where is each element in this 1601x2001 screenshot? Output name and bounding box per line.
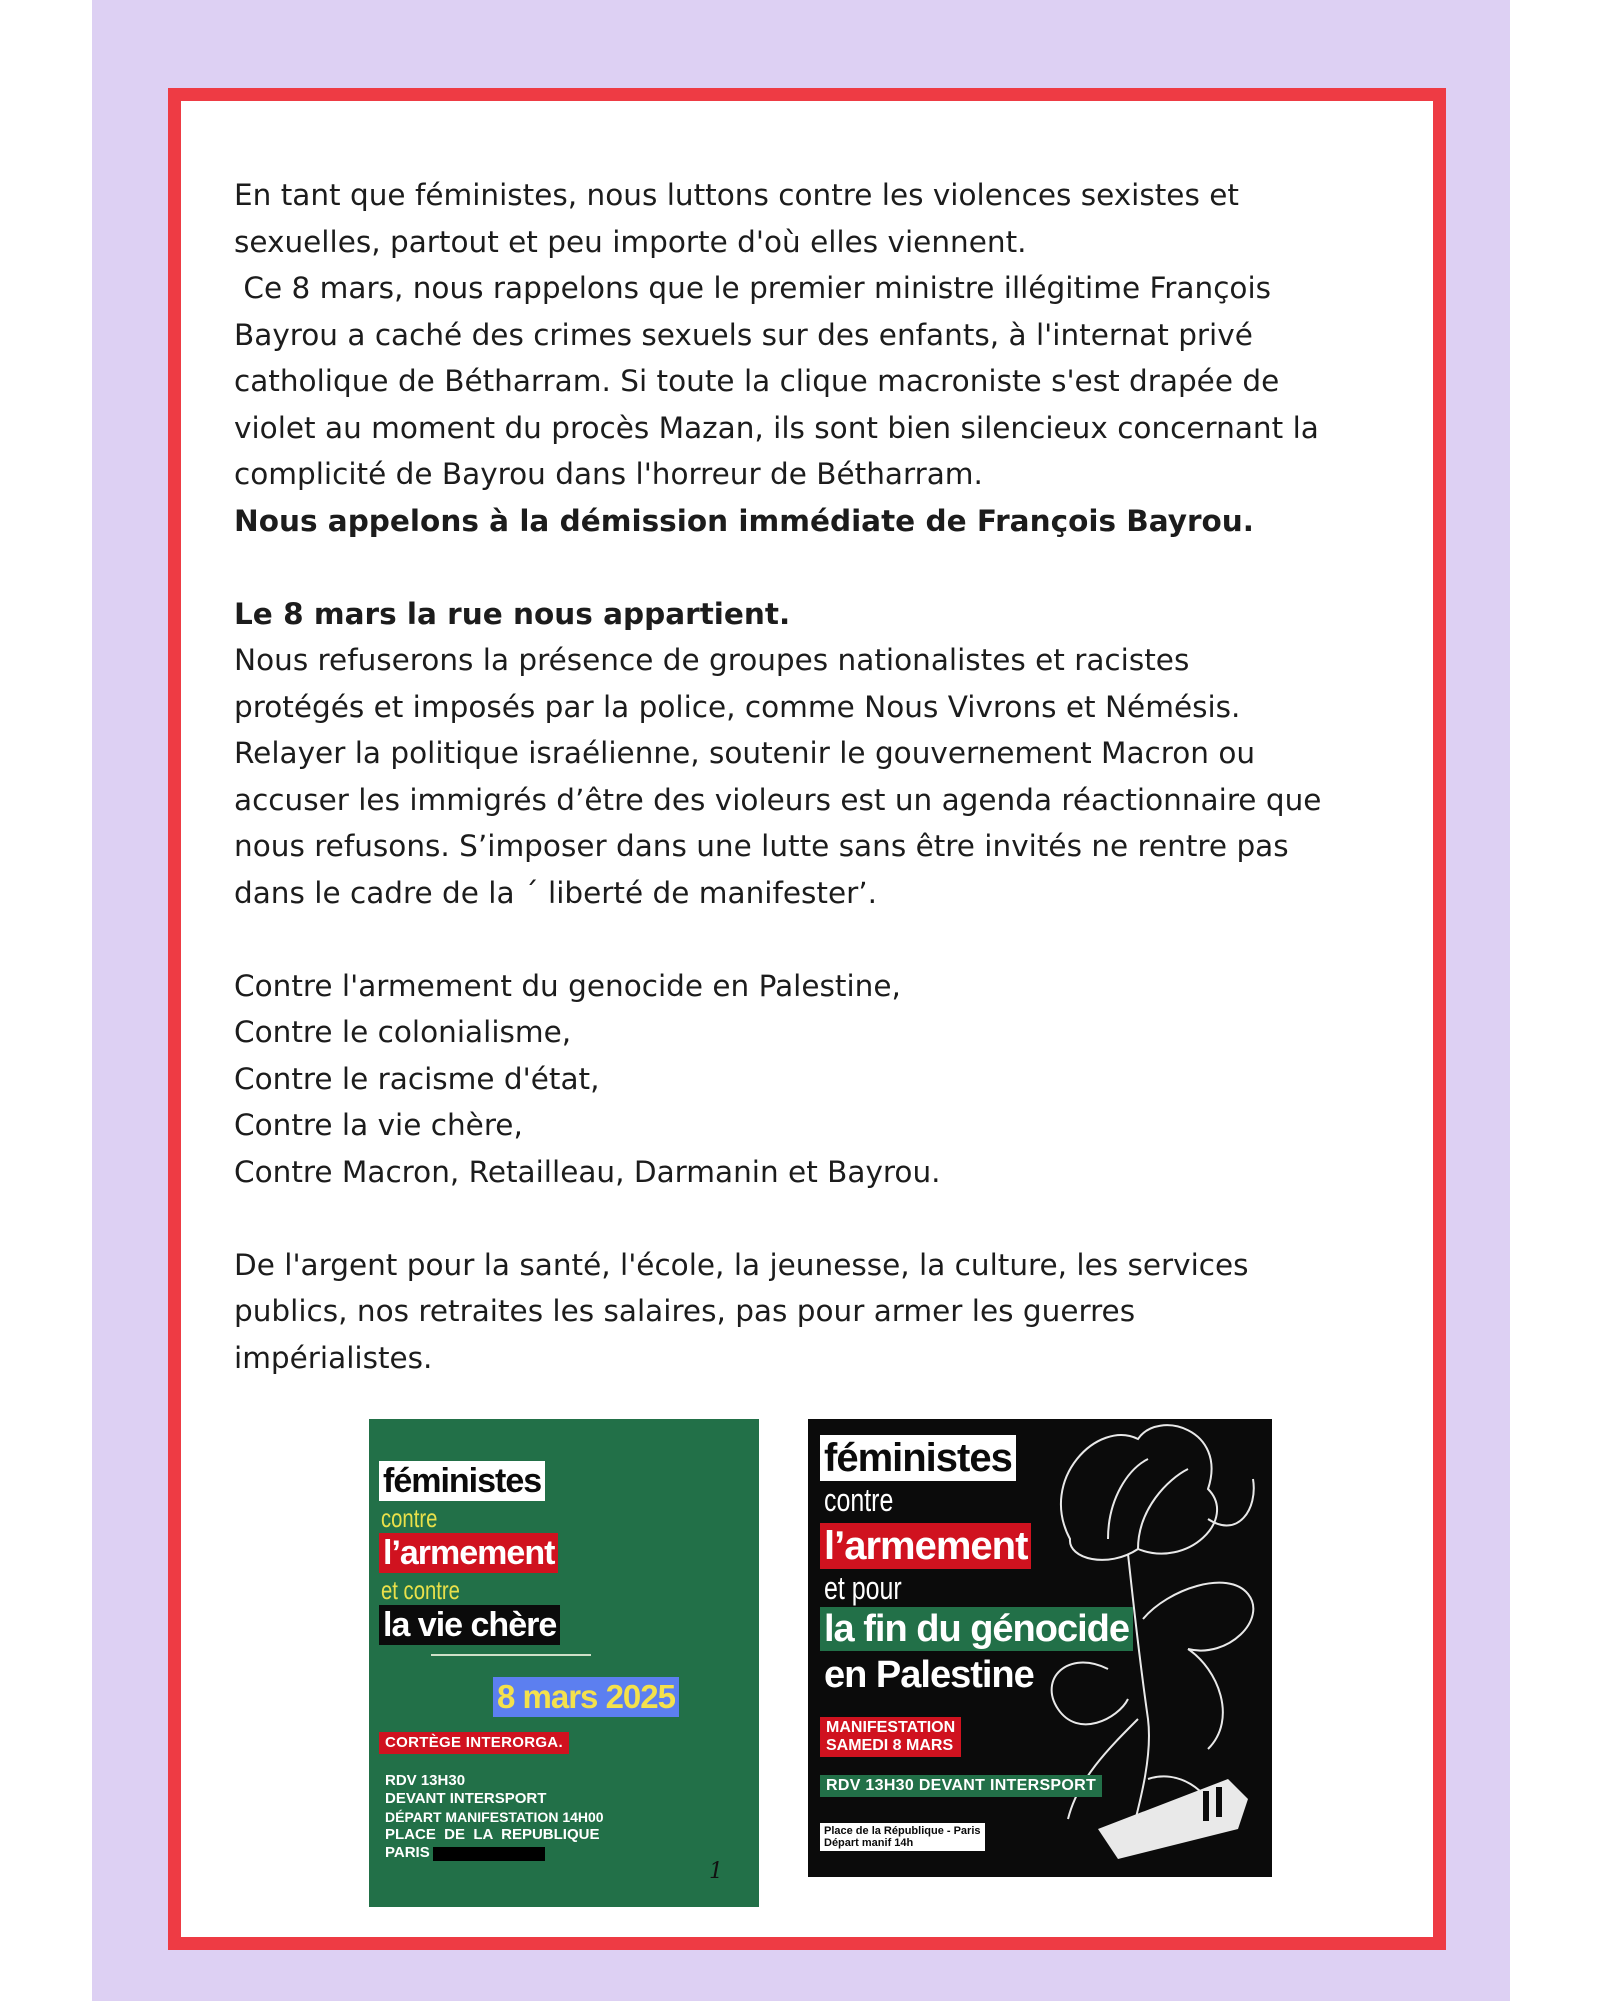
paragraph-refusal: Nous refuserons la présence de groupes nationalistes et racistes protégés et imposés par la police, comme Nous Vivrons et Némésis. Relayer la politique israélienne, soutenir le gouvernement Macron ou accuser les immigrés d’être des violeurs est un agenda réactionnaire que nous refusons. S’imposer dans une lutte sans être invités ne rentre pas dans le cadre de la ´ liberté de manifester’. [234, 643, 1322, 910]
poster-right-depart: Départ manif 14h [824, 1837, 914, 1849]
poster-left-date: 8 mars 2025 [493, 1677, 679, 1717]
poster-left-intersport: DEVANT INTERSPORT [385, 1790, 547, 1807]
poster-right-samedi: SAMEDI 8 MARS [826, 1737, 954, 1754]
street-heading-bold: Le 8 mars la rue nous appartient. [234, 596, 791, 631]
poster-left-cortege: CORTÈGE INTERORGA. [379, 1732, 569, 1754]
poster-right-armement: l’armement [820, 1523, 1031, 1569]
poster-left-divider [431, 1654, 591, 1656]
poster-left-armement: l’armement [379, 1533, 558, 1573]
statement-text [234, 172, 1394, 1381]
poster-left-contre: contre [381, 1503, 438, 1533]
poster-left-depart: DÉPART MANIFESTATION 14H00 [385, 1809, 604, 1825]
poster-left-paris: PARIS [385, 1844, 430, 1861]
poster-right-manifestation-box [820, 1717, 961, 1757]
poster-right-rdv: RDV 13H30 DEVANT INTERSPORT [820, 1775, 1102, 1797]
poster-right-feministes: féministes [820, 1435, 1016, 1481]
poster-right-contre: contre [824, 1482, 894, 1518]
paragraph-street-heading [234, 591, 1394, 638]
poster-cost-of-living [369, 1419, 759, 1907]
poster-right-place: Place de la République - Paris [824, 1825, 981, 1837]
poster-left-vie-chere: la vie chère [379, 1605, 560, 1645]
poster-left-feministes: féministes [379, 1461, 545, 1501]
poster-right-place-box [820, 1823, 985, 1851]
poster-right-manifestation: MANIFESTATION [826, 1719, 956, 1736]
poster-right-palestine: en Palestine [824, 1654, 1034, 1696]
paragraph-against-list: Contre l'armement du genocide en Palestine, Contre le colonialisme, Contre le racisme d'état, Contre la vie chère, Contre Macron, Retailleau, Darmanin et Bayrou. [234, 968, 941, 1189]
poster-left-place: PLACE DE LA REPUBLIQUE [385, 1826, 600, 1843]
poster-left-rdv: RDV 13H30 [385, 1772, 466, 1789]
paragraph-bayrou: Ce 8 mars, nous rappelons que le premier ministre illégitime François Bayrou a caché des crimes sexuels sur des enfants, à l'internat privé catholique de Bétharram. Si toute la clique macroniste s'est drapée de violet au moment du procès Mazan, ils sont bien silencieux concernant la complicité de Bayrou dans l'horreur de Bétharram. [234, 271, 1319, 491]
poster-left-redaction-bar [433, 1847, 545, 1861]
resignation-call-bold: Nous appelons à la démission immédiate de François Bayrou. [234, 503, 1255, 538]
paragraph-money: De l'argent pour la santé, l'école, la jeunesse, la culture, les services publics, nos retraites les salaires, pas pour armer les guerres impérialistes. [234, 1247, 1249, 1375]
poster-palestine [808, 1419, 1272, 1877]
paragraph-feminists: En tant que féministes, nous luttons contre les violences sexistes et sexuelles, partout et peu importe d'où elles viennent. [234, 178, 1239, 259]
poster-right-et-pour: et pour [824, 1570, 902, 1606]
paragraph-resignation-call [234, 498, 1394, 545]
poster-left-et-contre: et contre [381, 1575, 460, 1605]
poster-left-page-number: 1 [709, 1859, 723, 1884]
poster-right-fin-genocide: la fin du génocide [820, 1607, 1133, 1651]
